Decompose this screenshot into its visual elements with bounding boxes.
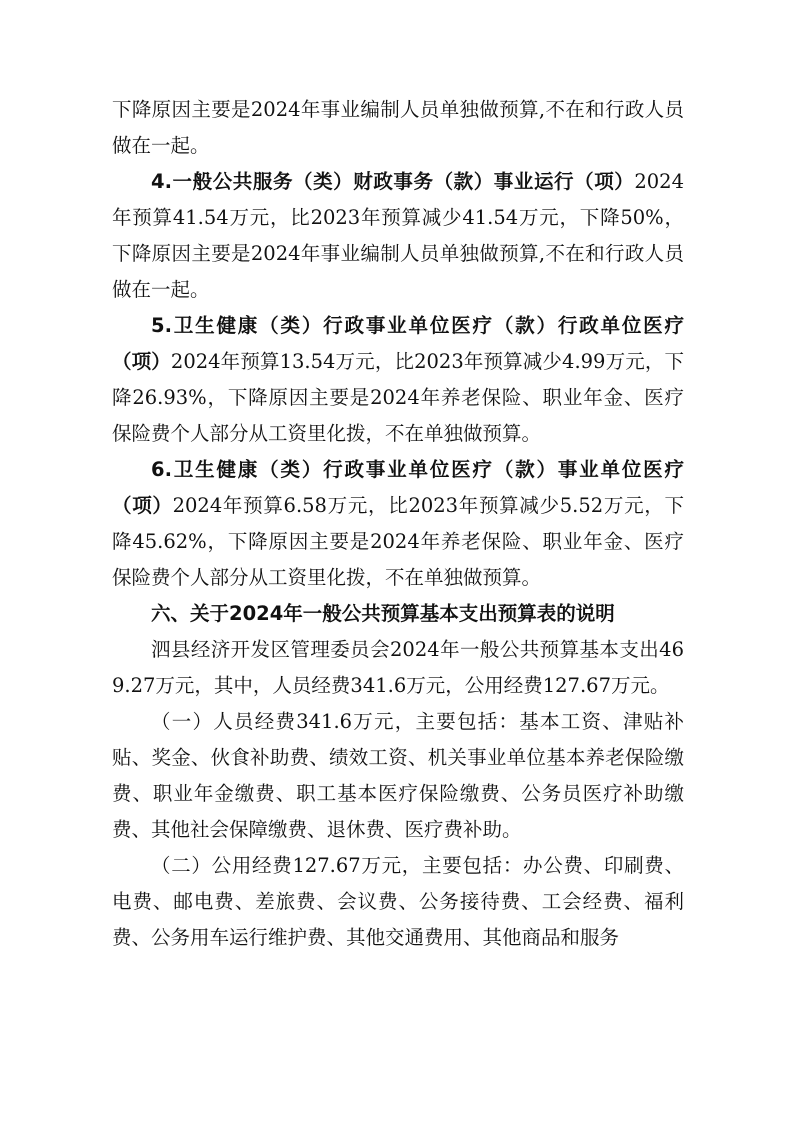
section-6-intro: 泗县经济开发区管理委员会2024年一般公共预算基本支出469.27万元，其中，人员经费341.6万元，公用经费127.67万元。	[112, 638, 684, 697]
item-5-heading: 5.卫生健康（类）行政事业单位医疗（款）行政单位医疗（项）	[112, 314, 684, 373]
item-6-body: 2024年预算6.58万元，比2023年预算减少5.52万元，下降45.62%，下降原因主要是2024年养老保险、职业年金、医疗保险费个人部分从工资里化拨，不在单独做预算。	[112, 494, 684, 589]
item-6-heading: 6.卫生健康（类）行政事业单位医疗（款）事业单位医疗（项）	[112, 458, 684, 517]
item-5-paragraph	[112, 308, 684, 452]
item-4-paragraph	[112, 164, 684, 308]
section-6-heading: 六、关于2024年一般公共预算基本支出预算表的说明	[151, 602, 615, 625]
continuation-paragraph: 下降原因主要是2024年事业编制人员单独做预算,不在和行政人员做在一起。	[112, 98, 684, 157]
item-4-heading: 4.一般公共服务（类）财政事务（款）事业运行（项）	[151, 170, 635, 193]
personnel-expenses-paragraph: （一）人员经费341.6万元，主要包括：基本工资、津贴补贴、奖金、伙食补助费、绩效工资、机关事业单位基本养老保险缴费、职业年金缴费、职工基本医疗保险缴费、公务员医疗补助缴费、其他社会保障缴费、退休费、医疗费补助。	[112, 710, 684, 841]
public-expenses-paragraph: （二）公用经费127.67万元，主要包括：办公费、印刷费、电费、邮电费、差旅费、会议费、公务接待费、工会经费、福利费、公务用车运行维护费、其他交通费用、其他商品和服务	[112, 854, 684, 949]
item-6-paragraph	[112, 452, 684, 596]
item-4-body: 2024年预算41.54万元，比2023年预算减少41.54万元，下降50%，下降原因主要是2024年事业编制人员单独做预算,不在和行政人员做在一起。	[112, 170, 684, 301]
item-5-body: 2024年预算13.54万元，比2023年预算减少4.99万元，下降26.93%，下降原因主要是2024年养老保险、职业年金、医疗保险费个人部分从工资里化拨，不在单独做预算。	[112, 350, 684, 445]
document-body	[112, 92, 684, 956]
